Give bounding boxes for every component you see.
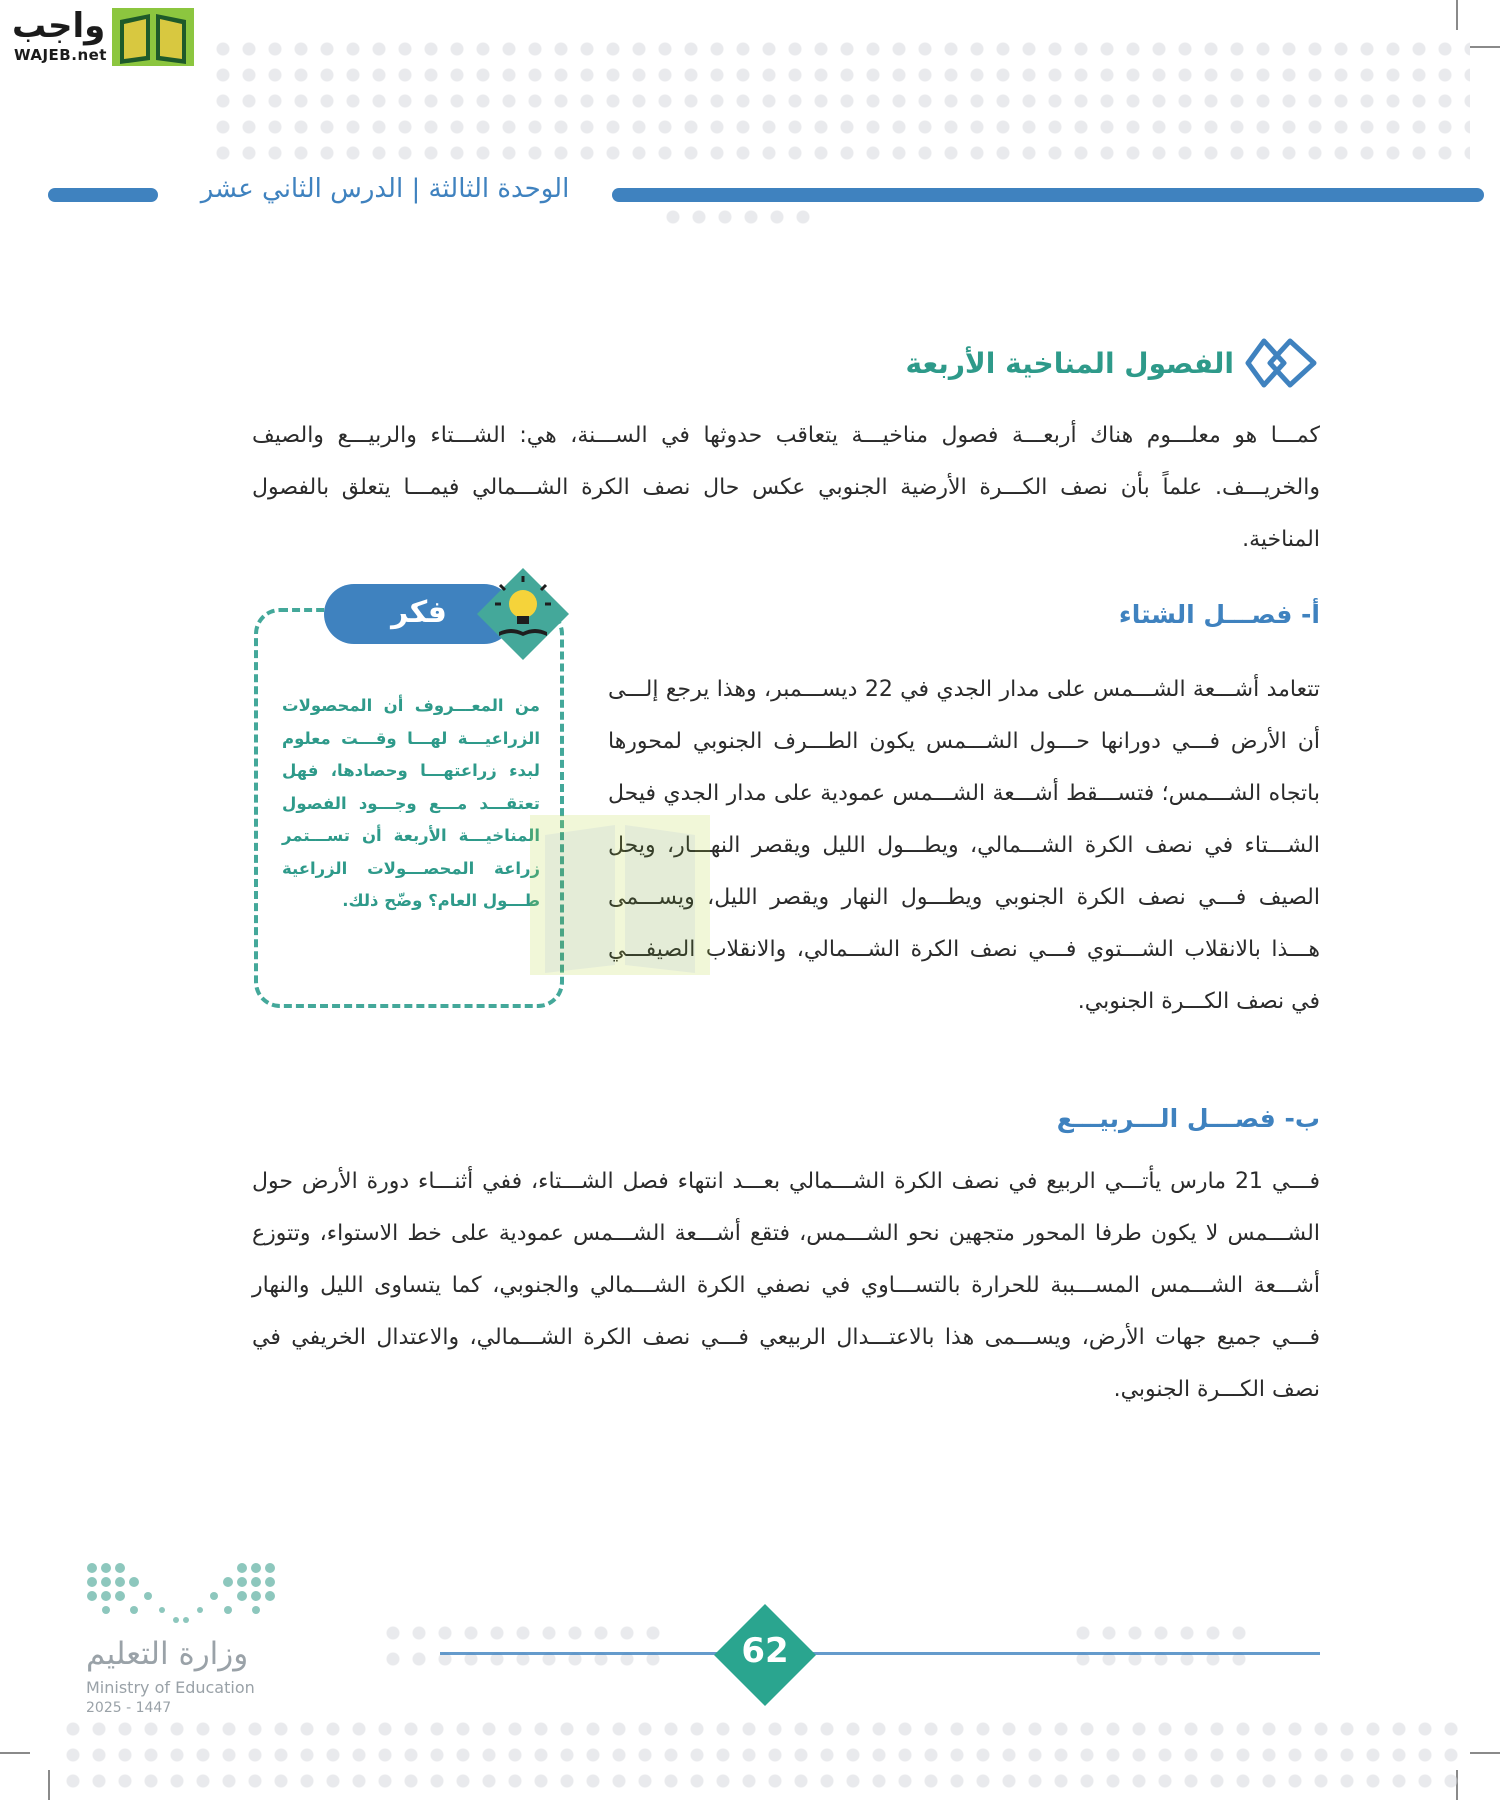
ministry-name-ar: وزارة التعليم bbox=[86, 1636, 249, 1672]
crop-mark bbox=[1470, 1752, 1500, 1754]
brand-name-en: WAJEB.net bbox=[14, 46, 107, 64]
winter-paragraph: تتعامد أشـــعة الشـــمس على مدار الجدي في 22 ديســـمبر، وهذا يرجع إلـــى أن الأرض فـــي دورانها حـــول الشـــمس يكون الطـــرف الجنوبي لمحورها باتجاه الشـــمس؛ فتســـقط أشـــعة الشـــمس عمودية على مدار الجدي فيحل الشـــتاء في نصف الكرة الشـــمالي، ويطـــول الليل ويقصر النهـــار، ويحل الصيف فـــي نصف الكرة الجنوبي ويطـــول النهار ويقصر الليل، ويســـمى هـــذا بالانقلاب الشـــتوي فـــي نصف الكرة الشـــمالي، والانقلاب الصيفـــي في نصف الكـــرة الجنوبي. bbox=[608, 677, 1320, 1014]
dot-pattern-bottom-mid bbox=[380, 1620, 670, 1672]
header-bar-left bbox=[48, 188, 158, 202]
ministry-name-en: Ministry of Education bbox=[86, 1678, 255, 1697]
dot-pattern-bottom-right bbox=[1070, 1620, 1250, 1672]
crop-mark bbox=[1456, 0, 1458, 30]
unit-lesson-header: الوحدة الثالثة | الدرس الثاني عشر bbox=[200, 174, 570, 204]
winter-heading: أ- فصـــل الشتاء bbox=[1118, 600, 1320, 629]
brand-name-ar: واجب bbox=[12, 6, 106, 46]
book-icon bbox=[112, 8, 194, 66]
crop-mark bbox=[1470, 46, 1500, 48]
dot-pattern-top-small bbox=[660, 204, 816, 230]
dot-pattern-top bbox=[210, 36, 1470, 162]
brand-logo bbox=[10, 6, 190, 68]
think-question: من المعـــروف أن المحصولات الزراعيـــة لهـــا وقـــت معلوم لبدء زراعتهـــا وحصادها، فهل تعتقـــد مـــع وجـــود الفصول المناخيـــة الأربعة أن تســـتمر زراعة المحصـــولات الزراعية طـــول العام؟ وضّح ذلك. bbox=[282, 696, 540, 910]
header-bar-right bbox=[612, 188, 1484, 202]
footer-line bbox=[440, 1652, 1320, 1655]
double-diamond-icon bbox=[1244, 337, 1320, 389]
ministry-year: 2025 - 1447 bbox=[86, 1700, 172, 1716]
spring-paragraph: فـــي 21 مارس يأتـــي الربيع في نصف الكرة الشـــمالي بعـــد انتهاء فصل الشـــتاء، ففي أثنـــاء دورة الأرض حول الشـــمس لا يكون طرفا المحور متجهين نحو الشـــمس، فتقع أشـــعة الشـــمس عمودية على خط الاستواء، وتتوزع أشـــعة الشـــمس المســـببة للحرارة بالتســـاوي في نصفي الكرة الشـــمالي والجنوبي، كما يتساوى الليل والنهار فـــي جميع جهات الأرض، ويســـمى هذا بالاعتـــدال الربيعي فـــي نصف الكرة الشـــمالي، والاعتدال الخريفي في نصف الكـــرة الجنوبي. bbox=[252, 1169, 1321, 1402]
section-title: الفصول المناخية الأربعة bbox=[905, 346, 1234, 380]
watermark-book-icon bbox=[500, 815, 740, 985]
think-label: فكر bbox=[324, 584, 514, 644]
section-heading bbox=[906, 338, 1320, 388]
lightbulb-icon bbox=[475, 566, 571, 662]
intro-paragraph: كمـــا هو معلـــوم هناك أربعـــة فصول مناخيـــة يتعاقب حدوثها في الســـنة، هي: الشـــتاء والربيـــع والصيف والخريـــف. علماً بأن نصف الكـــرة الأرضية الجنوبي عكس حال نصف الكرة الشـــمالي فيمـــا يتعلق بالفصول المناخية. bbox=[252, 423, 1320, 552]
spring-heading: ب- فصـــل الـــربيـــع bbox=[1056, 1104, 1320, 1133]
crop-mark bbox=[48, 1770, 50, 1800]
page-number: 62 bbox=[741, 1631, 789, 1671]
crop-mark bbox=[0, 1752, 30, 1754]
